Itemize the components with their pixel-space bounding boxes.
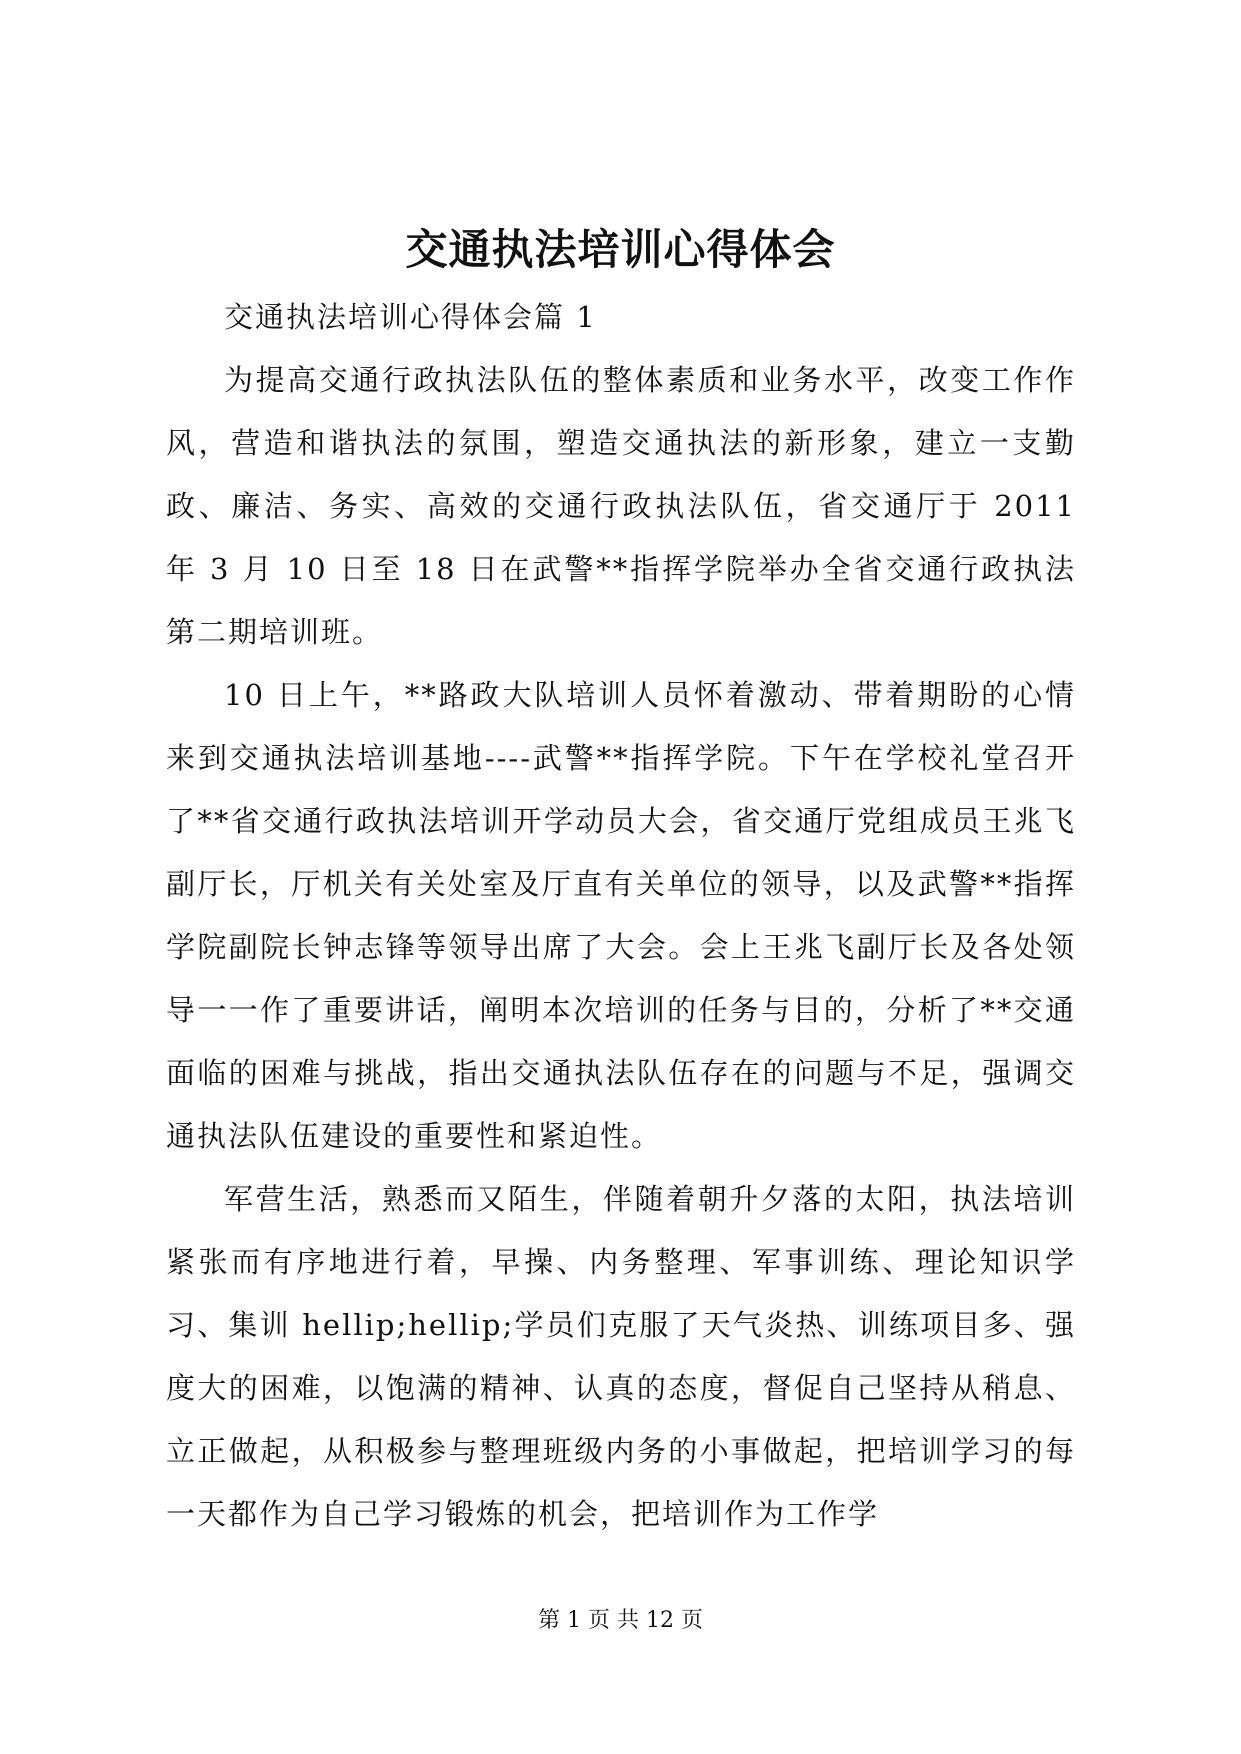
page-number-footer: 第 1 页 共 12 页 [538, 1608, 703, 1633]
paragraph: 10 日上午，**路政大队培训人员怀着激动、带着期盼的心情来到交通执法培训基地----武警**指挥学院。下午在学校礼堂召开了**省交通行政执法培训开学动员大会，省交通厅党组成员王兆飞副厅长，厅机关有关处室及厅直有关单位的领导，以及武警**指挥学院副院长钟志锋等领导出席了大会。会上王兆飞副厅长及各处领导一一作了重要讲话，阐明本次培训的任务与目的，分析了**交通面临的困难与挑战，指出交通执法队伍存在的问题与不足，强调交通执法队伍建设的重要性和紧迫性。 [166, 678, 1076, 1153]
paragraph: 军营生活，熟悉而又陌生，伴随着朝升夕落的太阳，执法培训紧张而有序地进行着，早操、内务整理、军事训练、理论知识学习、集训 hellip;hellip;学员们克服了天气炎热、训练项目多、强度大的困难，以饱满的精神、认真的态度，督促自己坚持从稍息、立正做起，从积极参与整理班级内务的小事做起，把培训学习的每一天都作为自己学习锻炼的机会，把培训作为工作学 [166, 1182, 1076, 1531]
section-heading: 交通执法培训心得体会篇 1 [224, 300, 597, 334]
paragraph: 为提高交通行政执法队伍的整体素质和业务水平，改变工作作风，营造和谐执法的氛围，塑造交通执法的新形象，建立一支勤政、廉洁、务实、高效的交通行政执法队伍，省交通厅于 2011 年 3 月 10 日至 18 日在武警**指挥学院举办全省交通行政执法第二期培训班。 [166, 363, 1076, 649]
document-body [166, 286, 1076, 1546]
document-title: 交通执法培训心得体会 [405, 225, 836, 274]
